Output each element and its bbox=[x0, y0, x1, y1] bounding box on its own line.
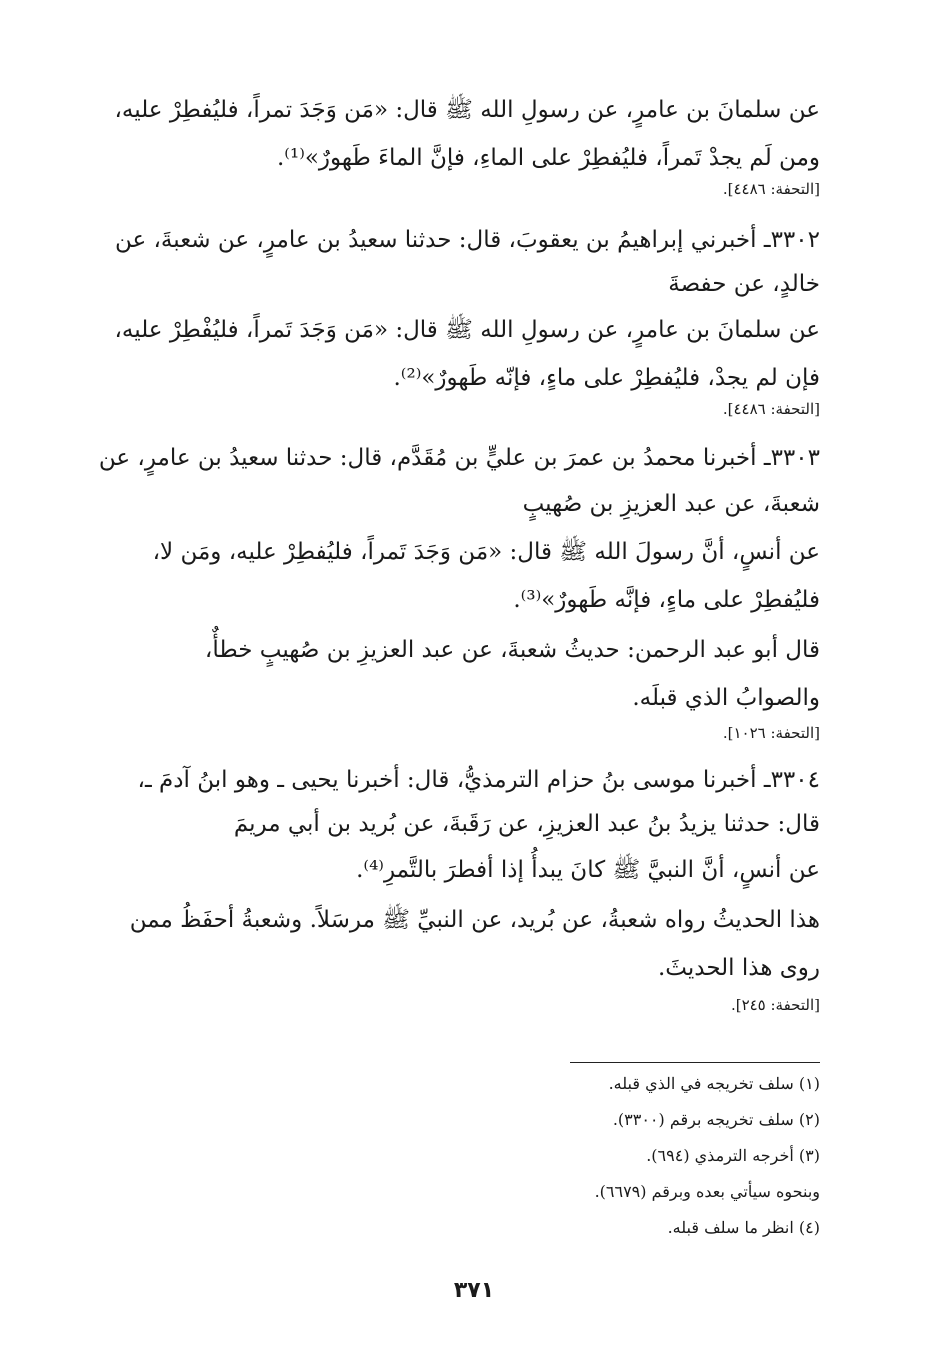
footnote-4: (٤) انظر ما سلف قبله. bbox=[667, 1218, 820, 1237]
tuhfa-ref-4: [التحفة: ٢٤٥]. bbox=[730, 996, 820, 1014]
page-number: ٣٧١ bbox=[453, 1278, 495, 1303]
footnote-3-continued: وبنحوه سيأتي بعده وبرقم (٦٦٧٩). bbox=[594, 1182, 820, 1201]
footnote-divider bbox=[570, 1062, 820, 1063]
hadith-3304-line-3: عن أنسٍ، أنَّ النبيَّ ﷺ كانَ يبدأُ إذا أفطرَ بالتَّمرِ⁽⁴⁾. bbox=[356, 857, 820, 883]
hadith-3302-line-1: ٣٣٠٢ـ أخبرني إبراهيمُ بن يعقوبَ، قال: حدثنا سعيدُ بن عامرٍ، عن شعبةَ، عن bbox=[114, 227, 820, 253]
hadith-3304-line-2: قال: حدثنا يزيدُ بنُ عبد العزيزِ، عن رَقَبةَ، عن بُريد بن أبي مريمَ bbox=[233, 811, 820, 837]
hadith-3302-line-2: خالدٍ، عن حفصةَ bbox=[668, 271, 820, 297]
hadith-3304-line-1: ٣٣٠٤ـ أخبرنا موسى بنُ حزام الترمذيُّ، قال: أخبرنا يحيى ـ وهو ابنُ آدمَ ـ، bbox=[137, 767, 820, 793]
footnote-1: (١) سلف تخريجه في الذي قبله. bbox=[608, 1074, 820, 1093]
text-line-1: عن سلمانَ بن عامرٍ، عن رسولِ الله ﷺ قال: «مَن وَجَدَ تمراً، فليُفطِرْ عليه، bbox=[114, 97, 820, 123]
hadith-3303-note-line-1: قال أبو عبد الرحمن: حديثُ شعبةَ، عن عبد العزيزِ بن صُهيبٍ خطأٌ، bbox=[204, 637, 820, 663]
footnote-3: (٣) أخرجه الترمذي (٦٩٤). bbox=[646, 1146, 820, 1165]
tuhfa-ref-1: [التحفة: ٤٤٨٦]. bbox=[722, 180, 820, 198]
hadith-3304-note-line-1: هذا الحديثُ رواه شعبةُ، عن بُريد، عن النبيِّ ﷺ مرسَلاً. وشعبةُ أحفَظُ ممن bbox=[129, 907, 820, 933]
tuhfa-ref-3: [التحفة: ١٠٢٦]. bbox=[722, 724, 820, 742]
hadith-3303-line-3: عن أنسٍ، أنَّ رسولَ الله ﷺ قال: «مَن وَجَدَ تَمراً، فليُفطِرْ عليه، ومَن لا، bbox=[152, 539, 820, 565]
hadith-3303-line-2: شعبةَ، عن عبد العزيزِ بن صُهيبٍ bbox=[522, 491, 820, 517]
hadith-3302-line-4: فإن لم يجدْ، فليُفطِرْ على ماءٍ، فإنّه طَهورٌ»⁽²⁾. bbox=[393, 365, 820, 391]
hadith-3303-line-1: ٣٣٠٣ـ أخبرنا محمدُ بن عمرَ بن عليٍّ بن مُقَدَّم، قال: حدثنا سعيدُ بن عامرٍ، عن bbox=[98, 445, 820, 471]
hadith-3303-note-line-2: والصوابُ الذي قبلَه. bbox=[632, 685, 820, 711]
hadith-3302-line-3: عن سلمانَ بن عامرٍ، عن رسولِ الله ﷺ قال: «مَن وَجَدَ تَمراً، فليُفْطِرْ عليه، bbox=[114, 317, 820, 343]
hadith-3303-line-4: فليُفطِرْ على ماءٍ، فإنَّه طَهورٌ»⁽³⁾. bbox=[513, 587, 820, 613]
footnote-2: (٢) سلف تخريجه برقم (٣٣٠٠). bbox=[612, 1110, 820, 1129]
tuhfa-ref-2: [التحفة: ٤٤٨٦]. bbox=[722, 400, 820, 418]
text-line-2: ومن لَم يجدْ تَمراً، فليُفطِرْ على الماءِ، فإنَّ الماءَ طَهورٌ»⁽¹⁾. bbox=[277, 145, 820, 171]
hadith-3304-note-line-2: روى هذا الحديثَ. bbox=[657, 955, 820, 981]
